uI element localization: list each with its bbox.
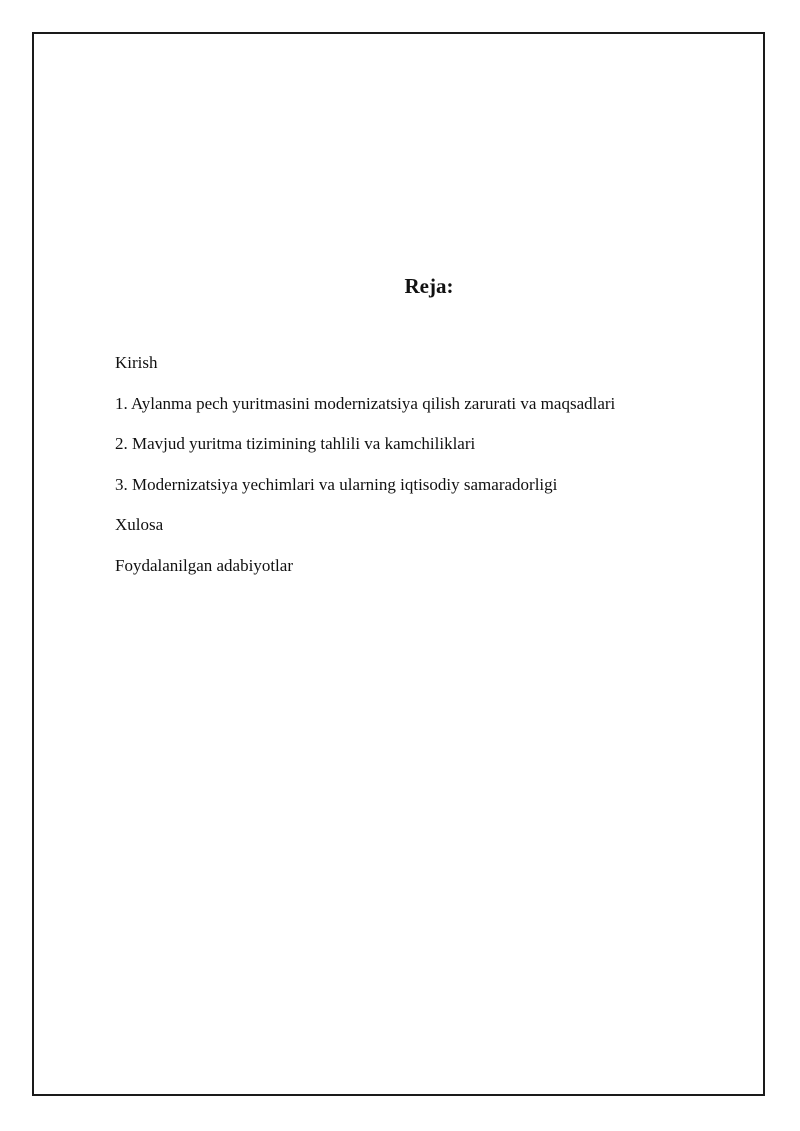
toc-item-1: 1. Aylanma pech yuritmasini modernizatsiya qilish zarurati va maqsadlari — [115, 393, 616, 413]
table-of-contents — [115, 352, 615, 596]
toc-item-introduction: Kirish — [115, 353, 158, 372]
toc-item-3: 3. Modernizatsiya yechimlari va ularning iqtisodiy samaradorligi — [115, 474, 558, 494]
toc-item-references: Foydalanilgan adabiyotlar — [115, 555, 293, 575]
toc-item-conclusion: Xulosa — [115, 515, 164, 535]
page-title: Reja: — [404, 274, 454, 298]
toc-item-2: 2. Mavjud yuritma tizimining tahlili va kamchiliklari — [115, 434, 476, 454]
